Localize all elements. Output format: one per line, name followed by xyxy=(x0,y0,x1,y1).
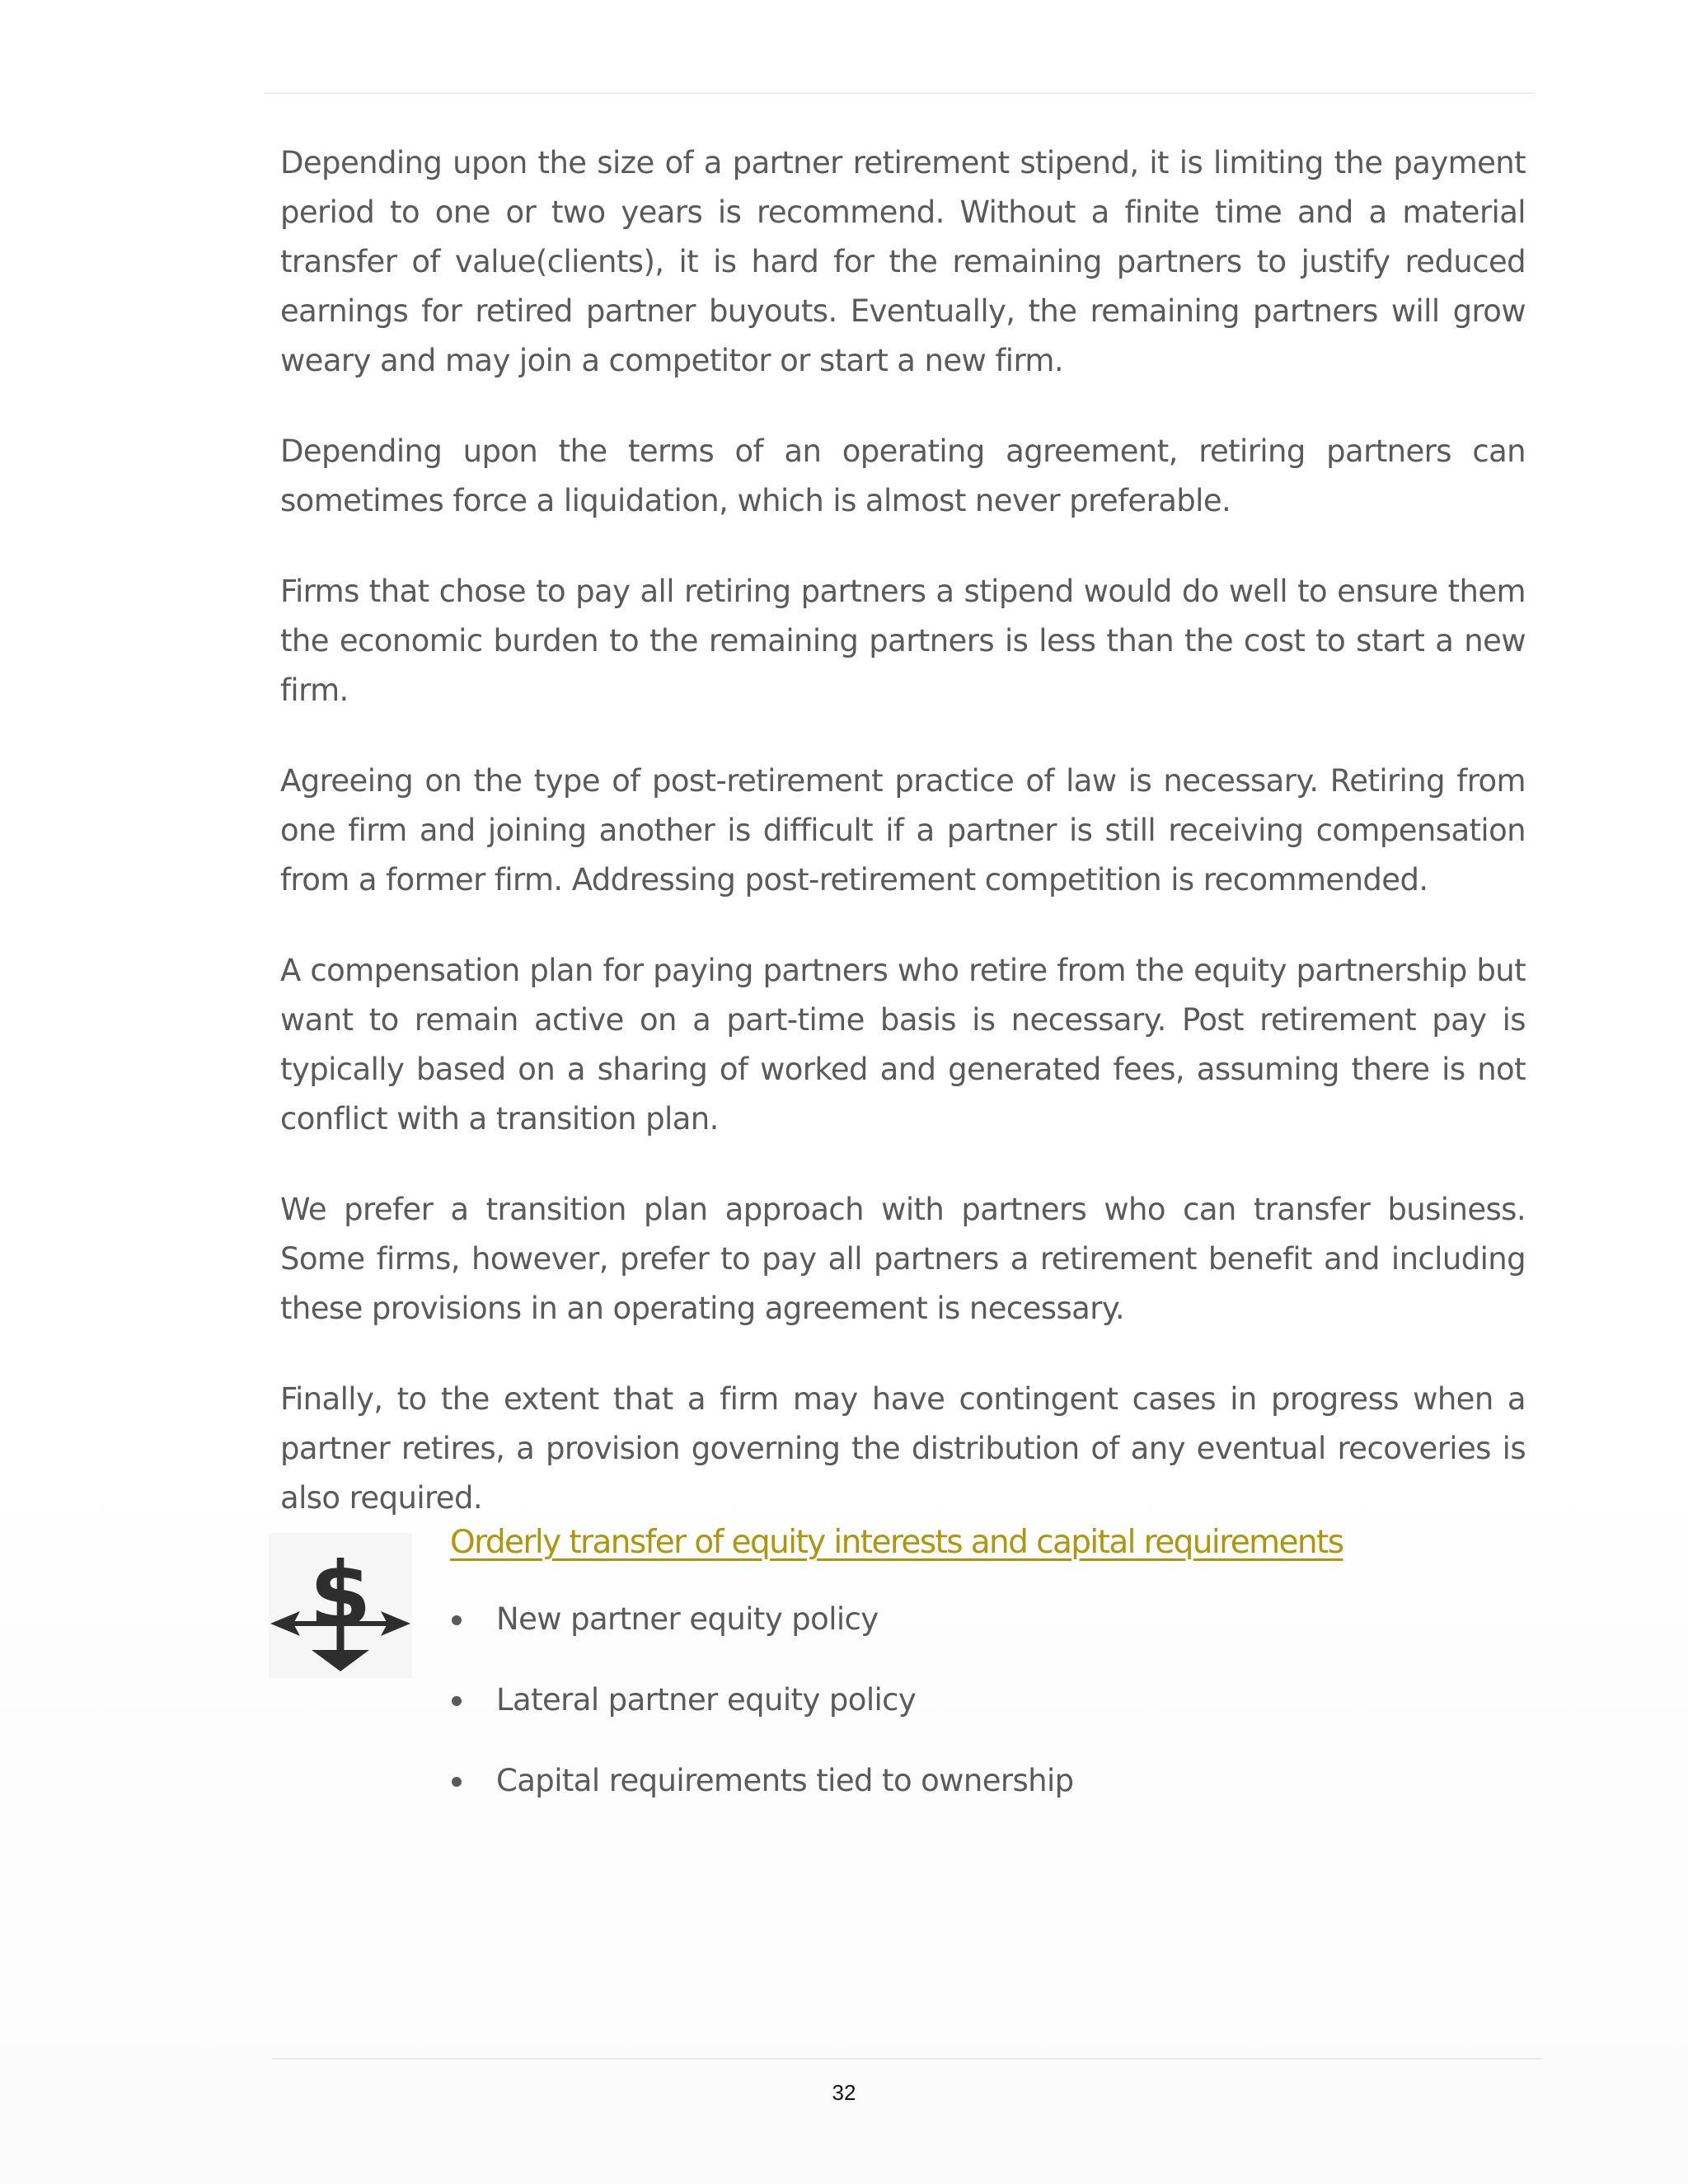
list-item-label: New partner equity policy xyxy=(496,1601,879,1637)
svg-text:$: $ xyxy=(309,1544,372,1647)
list-item xyxy=(450,1675,1074,1756)
paragraph-part-time-compensation: A compensation plan for paying partners who retire from the equity partnership but want to remain active on a part-time basis is necessary. Post retirement pay is typically based on a sharing of worked and generated fees, assuming there is not conflict with a transition plan. xyxy=(280,953,1526,1137)
paragraph-post-retirement-practice: Agreeing on the type of post-retirement practice of law is necessary. Retiring from one firm and joining another is difficult if a partner is still receiving compensation from a former firm. Addressing post-retirement competition is recommended. xyxy=(280,763,1526,898)
list-item-label: Capital requirements tied to ownership xyxy=(496,1763,1074,1798)
bullet-icon xyxy=(452,1777,462,1787)
header-rule xyxy=(264,92,1535,94)
list-item xyxy=(450,1595,1074,1675)
paragraph-contingent-cases: Finally, to the extent that a firm may have contingent cases in progress when a partner retires, a provision governing the distribution of any eventual recoveries is also required. xyxy=(280,1381,1526,1516)
list-item xyxy=(450,1756,1074,1837)
list-item-label: Lateral partner equity policy xyxy=(496,1682,917,1718)
bullet-icon xyxy=(452,1696,462,1706)
document-body xyxy=(280,138,1526,1564)
section-heading-equity-transfer: Orderly transfer of equity interests and capital requirements xyxy=(450,1524,1343,1561)
dollar-scale-icon xyxy=(269,1533,412,1678)
equity-policy-list xyxy=(450,1595,1074,1837)
footer-rule xyxy=(272,2058,1543,2060)
paragraph-liquidation: Depending upon the terms of an operating agreement, retiring partners can sometimes force a liquidation, which is almost never preferable. xyxy=(280,434,1526,518)
paragraph-economic-burden: Firms that chose to pay all retiring partners a stipend would do well to ensure them the economic burden to the remaining partners is less than the cost to start a new firm. xyxy=(280,574,1526,708)
paragraph-transition-plan: We prefer a transition plan approach with partners who can transfer business. Some firms, however, prefer to pay all partners a retirement benefit and including these provisions in an operating agreement is necessary. xyxy=(280,1192,1526,1326)
page-number: 32 xyxy=(832,2080,856,2105)
bullet-icon xyxy=(452,1615,462,1625)
paragraph-stipend-period: Depending upon the size of a partner retirement stipend, it is limiting the payment period to one or two years is recommend. Without a finite time and a material transfer of value(clients), it is hard for the remaining partners to justify reduced earnings for retired partner buyouts. Eventually, the remaining partners will grow weary and may join a competitor or start a new firm. xyxy=(280,145,1526,378)
